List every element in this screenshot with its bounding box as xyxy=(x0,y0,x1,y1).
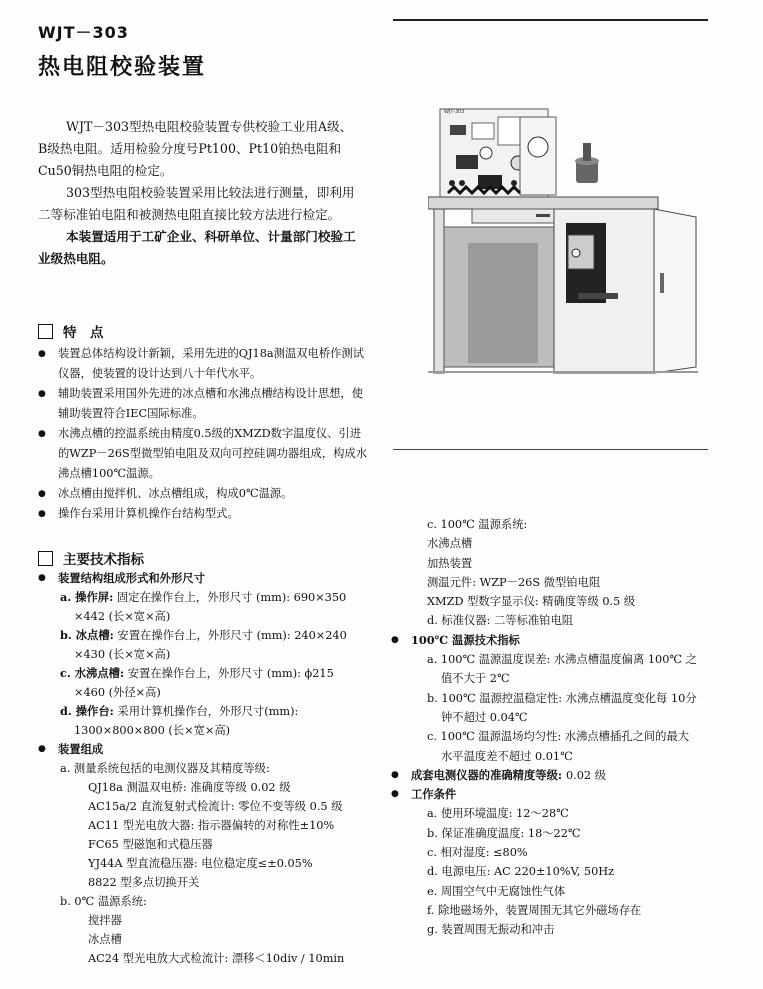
spec-item: b. 100℃ 温源控温稳定性: 水沸点槽温度变化每 10分 xyxy=(427,691,697,705)
list-item: ● 装置总体结构设计新颖，采用先进的QJ18a测温双电桥作测试仪器，使装置的设计达到八十年代水平。 xyxy=(38,344,368,384)
spec-subitem: QJ18a 测温双电桥: 准确度等级 0.02 级 xyxy=(88,781,291,794)
spec-item: a. 测量系统包括的电测仪器及其精度等级: xyxy=(60,762,270,775)
spec-item: f. 除地磁场外，装置周围无其它外磁场存在 xyxy=(427,903,642,917)
top-rule xyxy=(393,19,708,21)
features-heading: 特 点 xyxy=(38,321,104,341)
list-item: ● 冰点槽由搅拌机、冰点槽组成，构成0℃温源。 xyxy=(38,484,368,504)
spec-group-title: ● 装置组成 xyxy=(38,740,368,759)
features-list xyxy=(38,344,368,524)
spec-item: e. 周围空气中无腐蚀性气体 xyxy=(427,884,566,898)
spec-group-title: ● 装置结构组成形式和外形尺寸 xyxy=(38,569,368,588)
spec-item: b. 冰点槽: 安置在操作台上，外形尺寸 (mm): 240×240 xyxy=(60,628,347,642)
spec-subitem: 测温元件: WZP－26S 微型铂电阻 xyxy=(427,575,601,589)
display-window xyxy=(450,125,466,135)
spec-subitem: 8822 型多点切换开关 xyxy=(88,876,200,889)
spec-subitem: 冰点槽 xyxy=(88,933,122,946)
spec-item: a. 100℃ 温源温度误差: 水沸点槽温度偏离 100℃ 之 xyxy=(427,653,697,667)
spec-item-cont: 1300×800×800 (长×宽×高) xyxy=(74,724,231,737)
spec-item-cont: ×442 (长×宽×高) xyxy=(74,610,171,623)
spec-item: a. 操作屏: 固定在操作台上，外形尺寸 (mm): 690×350 xyxy=(60,590,347,604)
spec-item: c. 水沸点槽: 安置在操作台上，外形尺寸 (mm): ϕ215 xyxy=(60,666,334,680)
spec-item: c. 相对湿度: ≤80% xyxy=(427,846,528,860)
spec-subitem: FC65 型磁饱和式稳压器 xyxy=(88,838,213,851)
dial-icon xyxy=(480,147,492,159)
spec-item: g. 装置周围无振动和冲击 xyxy=(427,923,555,937)
intro-text xyxy=(38,116,356,270)
spec-item: c. 100℃ 温源温场均匀性: 水沸点槽插孔之间的最大 xyxy=(427,730,690,744)
spec-subitem: AC11 型光电放大器: 指示器偏转的对称性±10% xyxy=(88,819,335,832)
panel-label: WJT-303 xyxy=(444,109,465,115)
spec-item: d. 电源电压: AC 220±10%V, 50Hz xyxy=(427,865,615,879)
page-title: 热电阻校验装置 xyxy=(38,54,207,80)
specs-left-column xyxy=(38,569,368,968)
spec-item: b. 0℃ 温源系统: xyxy=(60,895,147,908)
list-item: ● 辅助装置采用国外先进的冰点槽和水沸点槽结构设计思想，使辅助装置符合IEC国际标准。 xyxy=(38,384,368,424)
intro-paragraph: WJT－303型热电阻校验装置专供校验工业用A级、B级热电阻。适用检验分度号Pt100、Pt10铂热电阻和Cu50铜热电阻的检定。 xyxy=(38,119,353,178)
list-item: ● 操作台采用计算机操作台结构型式。 xyxy=(38,504,368,524)
spec-item-cont: 钟不超过 0.04℃ xyxy=(441,710,528,724)
middle-rule xyxy=(393,449,708,450)
spec-group-title: ● 成套电测仪器的准确精度等级: 0.02 级 xyxy=(391,766,725,785)
product-model: WJT－303 xyxy=(38,23,129,42)
desk-top xyxy=(428,197,658,209)
spec-item: a. 使用环境温度: 12～28℃ xyxy=(427,807,569,821)
spec-subitem: YJ44A 型直流稳压器: 电位稳定度≤±0.05% xyxy=(88,857,313,870)
spec-subitem: 水沸点槽 xyxy=(427,537,473,551)
display-window xyxy=(456,155,478,169)
spec-item-cont: ×430 (长×宽×高) xyxy=(74,648,171,661)
checkbox-square-icon xyxy=(38,551,53,566)
spec-item: c. 100℃ 温源系统: xyxy=(427,518,528,531)
product-photo xyxy=(428,103,698,375)
spec-item: b. 保证准确度温度: 18～22℃ xyxy=(427,826,581,840)
spec-item-cont: 值不大于 2℃ xyxy=(441,672,510,686)
specs-right-column xyxy=(405,515,725,940)
spec-item: d. 操作台: 采用计算机操作台，外形尺寸(mm): xyxy=(60,704,299,718)
intro-paragraph: 303型热电阻校验装置采用比较法进行测量，即利用二等标准铂电阻和被测热电阻直接比较方法进行检定。 xyxy=(38,185,355,222)
spec-group-title: ● 工作条件 xyxy=(391,785,725,804)
spec-group-title: ● 100℃ 温源技术指标 xyxy=(391,631,725,650)
spec-subitem: AC15a/2 直流复射式检流计: 零位不变等级 0.5 级 xyxy=(88,800,343,813)
spec-item: d. 标准仪器: 二等标准铂电阻 xyxy=(427,614,574,628)
specs-heading: 主要技术指标 xyxy=(38,548,144,568)
spec-item-cont: 水平温度差不超过 0.01℃ xyxy=(441,749,573,763)
spec-subitem: XMZD 型数字显示仪: 精确度等级 0.5 级 xyxy=(427,595,636,609)
list-item: ● 水沸点槽的控温系统由精度0.5级的XMZD数字温度仪、引进的WZP－26S型微型铂电阻及双向可控硅调功器组成，构成水沸点槽100℃温源。 xyxy=(38,424,368,484)
spec-subitem: 搅拌器 xyxy=(88,914,122,927)
checkbox-square-icon xyxy=(38,324,53,339)
meter-icon xyxy=(528,137,548,157)
spec-item-cont: ×460 (外径×高) xyxy=(74,686,161,699)
intro-paragraph: 本装置适用于工矿企业、科研单位、计量部门校验工业级热电阻。 xyxy=(38,229,356,266)
spec-subitem: AC24 型光电放大式检流计: 漂移＜10div / 10min xyxy=(88,952,345,965)
spec-subitem: 加热装置 xyxy=(427,556,473,570)
